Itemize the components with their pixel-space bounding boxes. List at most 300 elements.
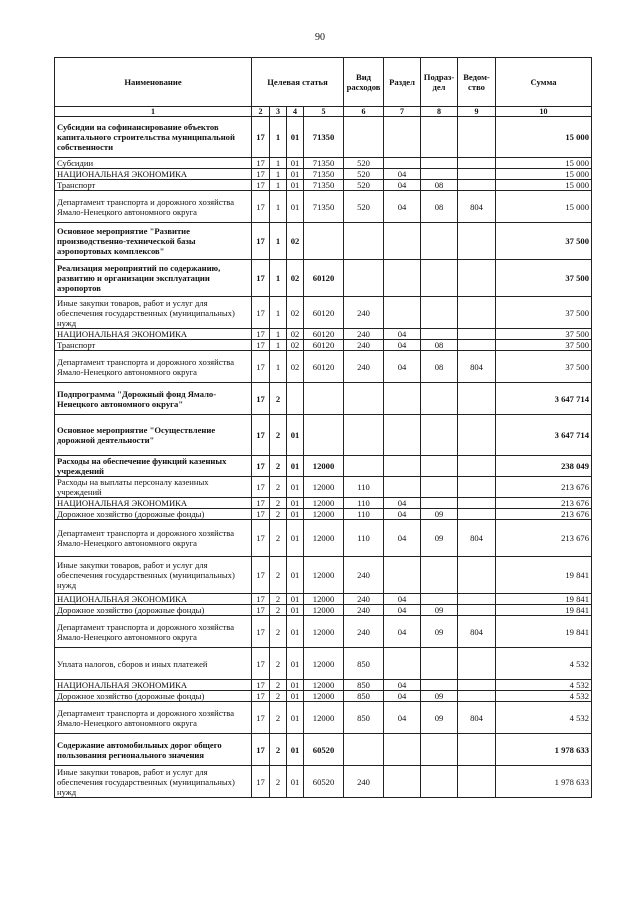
amount-value: 3 647 714 — [496, 383, 592, 415]
target-code-program: 17 — [252, 329, 270, 340]
subsection-code — [421, 158, 458, 169]
table-row — [55, 498, 592, 509]
target-code-direction: 12000 — [304, 605, 344, 616]
table-row — [55, 702, 592, 734]
section-code: 04 — [384, 169, 421, 180]
target-code-program: 17 — [252, 456, 270, 477]
target-code-program: 17 — [252, 691, 270, 702]
subsection-code — [421, 297, 458, 329]
target-code-direction: 60120 — [304, 260, 344, 297]
department-code: 804 — [458, 616, 496, 648]
target-code-direction: 60120 — [304, 329, 344, 340]
section-code — [384, 260, 421, 297]
target-code-activity: 02 — [287, 340, 304, 351]
header-expense-type: Вид расходов — [344, 58, 384, 107]
section-code: 04 — [384, 680, 421, 691]
target-code-activity: 01 — [287, 180, 304, 191]
amount-value: 37 500 — [496, 260, 592, 297]
target-code-subprogram: 2 — [270, 415, 287, 456]
department-code — [458, 158, 496, 169]
column-number: 3 — [270, 107, 287, 117]
expense-type-code — [344, 734, 384, 766]
row-name: Дорожное хозяйство (дорожные фонды) — [55, 605, 252, 616]
row-name: Субсидии на софинансирование объектов капитального строительства муниципальной собственности — [55, 117, 252, 158]
table-row — [55, 557, 592, 594]
department-code — [458, 509, 496, 520]
section-code: 04 — [384, 191, 421, 223]
target-code-program: 17 — [252, 340, 270, 351]
target-code-program: 17 — [252, 734, 270, 766]
target-code-activity: 02 — [287, 351, 304, 383]
target-code-activity: 01 — [287, 605, 304, 616]
target-code-program: 17 — [252, 158, 270, 169]
target-code-activity: 01 — [287, 158, 304, 169]
target-code-subprogram: 2 — [270, 509, 287, 520]
target-code-activity: 01 — [287, 766, 304, 798]
table-row — [55, 297, 592, 329]
target-code-direction: 12000 — [304, 702, 344, 734]
department-code — [458, 117, 496, 158]
budget-table — [54, 57, 592, 798]
target-code-program: 17 — [252, 477, 270, 498]
target-code-direction: 12000 — [304, 616, 344, 648]
target-code-activity: 01 — [287, 648, 304, 680]
subsection-code — [421, 329, 458, 340]
target-code-subprogram: 2 — [270, 766, 287, 798]
subsection-code — [421, 766, 458, 798]
row-name: Транспорт — [55, 340, 252, 351]
target-code-activity: 01 — [287, 702, 304, 734]
amount-value: 4 532 — [496, 691, 592, 702]
row-name: Департамент транспорта и дорожного хозяйства Ямало-Ненецкого автономного округа — [55, 191, 252, 223]
department-code — [458, 340, 496, 351]
target-code-subprogram: 1 — [270, 191, 287, 223]
department-code — [458, 734, 496, 766]
department-code — [458, 329, 496, 340]
header-department: Ведом-ство — [458, 58, 496, 107]
section-code: 04 — [384, 340, 421, 351]
subsection-code — [421, 117, 458, 158]
target-code-program: 17 — [252, 223, 270, 260]
row-name: НАЦИОНАЛЬНАЯ ЭКОНОМИКА — [55, 680, 252, 691]
amount-value: 213 676 — [496, 509, 592, 520]
amount-value: 213 676 — [496, 477, 592, 498]
target-code-direction: 12000 — [304, 594, 344, 605]
target-code-subprogram: 2 — [270, 557, 287, 594]
department-code — [458, 691, 496, 702]
amount-value: 37 500 — [496, 297, 592, 329]
subsection-code: 08 — [421, 340, 458, 351]
table-row — [55, 169, 592, 180]
section-code — [384, 734, 421, 766]
target-code-direction: 60120 — [304, 340, 344, 351]
expense-type-code: 240 — [344, 594, 384, 605]
expense-type-code: 520 — [344, 169, 384, 180]
row-name: Дорожное хозяйство (дорожные фонды) — [55, 509, 252, 520]
table-body — [55, 117, 592, 798]
target-code-direction: 12000 — [304, 456, 344, 477]
subsection-code — [421, 648, 458, 680]
table-row — [55, 351, 592, 383]
target-code-subprogram: 2 — [270, 691, 287, 702]
column-number: 9 — [458, 107, 496, 117]
target-code-direction: 12000 — [304, 520, 344, 557]
expense-type-code — [344, 117, 384, 158]
target-code-direction: 71350 — [304, 191, 344, 223]
target-code-subprogram: 1 — [270, 223, 287, 260]
section-code: 04 — [384, 594, 421, 605]
subsection-code: 09 — [421, 616, 458, 648]
subsection-code — [421, 415, 458, 456]
target-code-subprogram: 2 — [270, 702, 287, 734]
target-code-activity: 01 — [287, 520, 304, 557]
section-code: 04 — [384, 616, 421, 648]
target-code-subprogram: 2 — [270, 616, 287, 648]
table-row — [55, 329, 592, 340]
row-name: Расходы на выплаты персоналу казенных учреждений — [55, 477, 252, 498]
target-code-activity: 02 — [287, 329, 304, 340]
target-code-direction: 12000 — [304, 680, 344, 691]
section-code — [384, 117, 421, 158]
target-code-program: 17 — [252, 509, 270, 520]
target-code-activity: 02 — [287, 297, 304, 329]
department-code — [458, 648, 496, 680]
target-code-program: 17 — [252, 191, 270, 223]
subsection-code: 08 — [421, 351, 458, 383]
target-code-program: 17 — [252, 169, 270, 180]
row-name: Субсидии — [55, 158, 252, 169]
target-code-activity: 01 — [287, 415, 304, 456]
target-code-direction: 60120 — [304, 297, 344, 329]
amount-value: 37 500 — [496, 223, 592, 260]
expense-type-code: 240 — [344, 329, 384, 340]
department-code — [458, 680, 496, 691]
subsection-code — [421, 169, 458, 180]
target-code-subprogram: 1 — [270, 297, 287, 329]
row-name: Департамент транспорта и дорожного хозяйства Ямало-Ненецкого автономного округа — [55, 520, 252, 557]
target-code-subprogram: 1 — [270, 169, 287, 180]
department-code — [458, 477, 496, 498]
expense-type-code: 520 — [344, 191, 384, 223]
target-code-direction: 12000 — [304, 498, 344, 509]
expense-type-code: 850 — [344, 702, 384, 734]
target-code-activity — [287, 383, 304, 415]
target-code-activity: 01 — [287, 498, 304, 509]
table-row — [55, 415, 592, 456]
section-code — [384, 158, 421, 169]
expense-type-code — [344, 383, 384, 415]
target-code-direction: 12000 — [304, 648, 344, 680]
target-code-subprogram: 2 — [270, 477, 287, 498]
department-code — [458, 180, 496, 191]
subsection-code — [421, 557, 458, 594]
table-row — [55, 260, 592, 297]
target-code-subprogram: 2 — [270, 680, 287, 691]
department-code — [458, 557, 496, 594]
amount-value: 15 000 — [496, 191, 592, 223]
table-row — [55, 734, 592, 766]
amount-value: 37 500 — [496, 351, 592, 383]
subsection-code — [421, 680, 458, 691]
target-code-direction — [304, 223, 344, 260]
row-name: Основное мероприятие "Осуществление дорожной деятельности" — [55, 415, 252, 456]
table-header-row — [55, 58, 592, 107]
table-row — [55, 117, 592, 158]
section-code: 04 — [384, 329, 421, 340]
department-code — [458, 169, 496, 180]
expense-type-code — [344, 456, 384, 477]
target-code-subprogram: 1 — [270, 117, 287, 158]
subsection-code — [421, 734, 458, 766]
target-code-subprogram: 2 — [270, 605, 287, 616]
row-name: Подпрограмма "Дорожный фонд Ямало-Ненецкого автономного округа" — [55, 383, 252, 415]
row-name: Иные закупки товаров, работ и услуг для обеспечения государственных (муниципальных) нужд — [55, 557, 252, 594]
target-code-subprogram: 1 — [270, 180, 287, 191]
table-row — [55, 223, 592, 260]
expense-type-code — [344, 415, 384, 456]
amount-value: 15 000 — [496, 180, 592, 191]
section-code: 04 — [384, 691, 421, 702]
expense-type-code: 850 — [344, 680, 384, 691]
amount-value: 19 841 — [496, 605, 592, 616]
target-code-subprogram: 2 — [270, 520, 287, 557]
target-code-program: 17 — [252, 680, 270, 691]
table-row — [55, 180, 592, 191]
expense-type-code: 240 — [344, 340, 384, 351]
subsection-code: 09 — [421, 520, 458, 557]
department-code — [458, 456, 496, 477]
table-row — [55, 766, 592, 798]
amount-value: 1 978 633 — [496, 734, 592, 766]
department-code — [458, 223, 496, 260]
column-number-row — [55, 107, 592, 117]
section-code: 04 — [384, 498, 421, 509]
row-name: НАЦИОНАЛЬНАЯ ЭКОНОМИКА — [55, 169, 252, 180]
subsection-code: 09 — [421, 691, 458, 702]
column-number: 4 — [287, 107, 304, 117]
row-name: Транспорт — [55, 180, 252, 191]
target-code-subprogram: 2 — [270, 498, 287, 509]
subsection-code — [421, 383, 458, 415]
target-code-subprogram: 1 — [270, 329, 287, 340]
target-code-program: 17 — [252, 260, 270, 297]
target-code-activity: 01 — [287, 734, 304, 766]
target-code-program: 17 — [252, 557, 270, 594]
target-code-activity: 01 — [287, 691, 304, 702]
target-code-direction: 71350 — [304, 169, 344, 180]
table-row — [55, 477, 592, 498]
expense-type-code: 240 — [344, 616, 384, 648]
target-code-activity: 01 — [287, 456, 304, 477]
row-name: Уплата налогов, сборов и иных платежей — [55, 648, 252, 680]
page-number: 90 — [315, 32, 325, 43]
table-row — [55, 605, 592, 616]
section-code: 04 — [384, 509, 421, 520]
target-code-activity: 02 — [287, 223, 304, 260]
table-row — [55, 648, 592, 680]
department-code: 804 — [458, 702, 496, 734]
target-code-activity: 02 — [287, 260, 304, 297]
target-code-direction: 71350 — [304, 117, 344, 158]
target-code-subprogram: 2 — [270, 734, 287, 766]
department-code — [458, 415, 496, 456]
table-row — [55, 383, 592, 415]
table-row — [55, 158, 592, 169]
target-code-subprogram: 1 — [270, 351, 287, 383]
subsection-code: 08 — [421, 191, 458, 223]
table-row — [55, 509, 592, 520]
row-name: Дорожное хозяйство (дорожные фонды) — [55, 691, 252, 702]
target-code-program: 17 — [252, 616, 270, 648]
expense-type-code: 240 — [344, 766, 384, 798]
header-target-article: Целевая статья — [252, 58, 344, 107]
column-number: 6 — [344, 107, 384, 117]
department-code — [458, 605, 496, 616]
amount-value: 238 049 — [496, 456, 592, 477]
target-code-program: 17 — [252, 605, 270, 616]
target-code-program: 17 — [252, 297, 270, 329]
target-code-program: 17 — [252, 702, 270, 734]
target-code-activity: 01 — [287, 477, 304, 498]
header-subsection: Подраз-дел — [421, 58, 458, 107]
target-code-direction: 12000 — [304, 691, 344, 702]
amount-value: 37 500 — [496, 340, 592, 351]
target-code-program: 17 — [252, 594, 270, 605]
subsection-code — [421, 456, 458, 477]
subsection-code — [421, 594, 458, 605]
subsection-code — [421, 223, 458, 260]
expense-type-code: 520 — [344, 180, 384, 191]
amount-value: 15 000 — [496, 169, 592, 180]
column-number: 2 — [252, 107, 270, 117]
subsection-code — [421, 477, 458, 498]
target-code-subprogram: 2 — [270, 383, 287, 415]
expense-type-code: 110 — [344, 498, 384, 509]
table-row — [55, 520, 592, 557]
section-code — [384, 648, 421, 680]
target-code-subprogram: 1 — [270, 260, 287, 297]
target-code-subprogram: 1 — [270, 340, 287, 351]
department-code: 804 — [458, 520, 496, 557]
amount-value: 4 532 — [496, 648, 592, 680]
amount-value: 4 532 — [496, 680, 592, 691]
department-code — [458, 498, 496, 509]
header-amount: Сумма — [496, 58, 592, 107]
section-code — [384, 297, 421, 329]
target-code-program: 17 — [252, 648, 270, 680]
header-section: Раздел — [384, 58, 421, 107]
target-code-subprogram: 2 — [270, 648, 287, 680]
table-row — [55, 594, 592, 605]
target-code-subprogram: 2 — [270, 456, 287, 477]
table-row — [55, 191, 592, 223]
expense-type-code: 240 — [344, 557, 384, 594]
subsection-code: 08 — [421, 180, 458, 191]
department-code — [458, 297, 496, 329]
target-code-direction: 60520 — [304, 734, 344, 766]
row-name: НАЦИОНАЛЬНАЯ ЭКОНОМИКА — [55, 594, 252, 605]
expense-type-code: 240 — [344, 297, 384, 329]
expense-type-code: 850 — [344, 691, 384, 702]
target-code-program: 17 — [252, 766, 270, 798]
expense-type-code: 110 — [344, 509, 384, 520]
target-code-activity: 01 — [287, 680, 304, 691]
expense-type-code — [344, 260, 384, 297]
target-code-activity: 01 — [287, 594, 304, 605]
row-name: Департамент транспорта и дорожного хозяйства Ямало-Ненецкого автономного округа — [55, 351, 252, 383]
amount-value: 1 978 633 — [496, 766, 592, 798]
department-code — [458, 594, 496, 605]
column-number: 8 — [421, 107, 458, 117]
target-code-program: 17 — [252, 415, 270, 456]
amount-value: 15 000 — [496, 158, 592, 169]
section-code: 04 — [384, 605, 421, 616]
amount-value: 19 841 — [496, 616, 592, 648]
amount-value: 37 500 — [496, 329, 592, 340]
subsection-code: 09 — [421, 605, 458, 616]
target-code-direction: 60520 — [304, 766, 344, 798]
target-code-activity: 01 — [287, 557, 304, 594]
target-code-direction: 12000 — [304, 557, 344, 594]
row-name: НАЦИОНАЛЬНАЯ ЭКОНОМИКА — [55, 498, 252, 509]
table-row — [55, 691, 592, 702]
row-name: Реализация мероприятий по содержанию, развитию и организации эксплуатации аэропортов — [55, 260, 252, 297]
section-code — [384, 383, 421, 415]
section-code: 04 — [384, 702, 421, 734]
amount-value: 4 532 — [496, 702, 592, 734]
column-number: 1 — [55, 107, 252, 117]
target-code-activity: 01 — [287, 191, 304, 223]
section-code: 04 — [384, 351, 421, 383]
section-code: 04 — [384, 520, 421, 557]
target-code-direction: 71350 — [304, 158, 344, 169]
header-name: Наименование — [55, 58, 252, 107]
amount-value: 19 841 — [496, 594, 592, 605]
amount-value: 19 841 — [496, 557, 592, 594]
column-number: 5 — [304, 107, 344, 117]
table-row — [55, 340, 592, 351]
section-code — [384, 456, 421, 477]
subsection-code: 09 — [421, 509, 458, 520]
department-code — [458, 383, 496, 415]
expense-type-code: 240 — [344, 351, 384, 383]
amount-value: 3 647 714 — [496, 415, 592, 456]
target-code-direction — [304, 383, 344, 415]
target-code-program: 17 — [252, 117, 270, 158]
expense-type-code: 850 — [344, 648, 384, 680]
expense-type-code: 240 — [344, 605, 384, 616]
section-code — [384, 223, 421, 260]
subsection-code: 09 — [421, 702, 458, 734]
column-number: 10 — [496, 107, 592, 117]
section-code — [384, 415, 421, 456]
expense-type-code: 520 — [344, 158, 384, 169]
row-name: Основное мероприятие "Развитие производственно-технической базы аэропортовых комплексов" — [55, 223, 252, 260]
department-code — [458, 766, 496, 798]
section-code — [384, 766, 421, 798]
section-code: 04 — [384, 180, 421, 191]
target-code-program: 17 — [252, 383, 270, 415]
target-code-program: 17 — [252, 498, 270, 509]
target-code-subprogram: 1 — [270, 158, 287, 169]
expense-type-code — [344, 223, 384, 260]
target-code-direction — [304, 415, 344, 456]
row-name: Департамент транспорта и дорожного хозяйства Ямало-Ненецкого автономного округа — [55, 702, 252, 734]
amount-value: 213 676 — [496, 498, 592, 509]
expense-type-code: 110 — [344, 477, 384, 498]
row-name: НАЦИОНАЛЬНАЯ ЭКОНОМИКА — [55, 329, 252, 340]
target-code-activity: 01 — [287, 169, 304, 180]
